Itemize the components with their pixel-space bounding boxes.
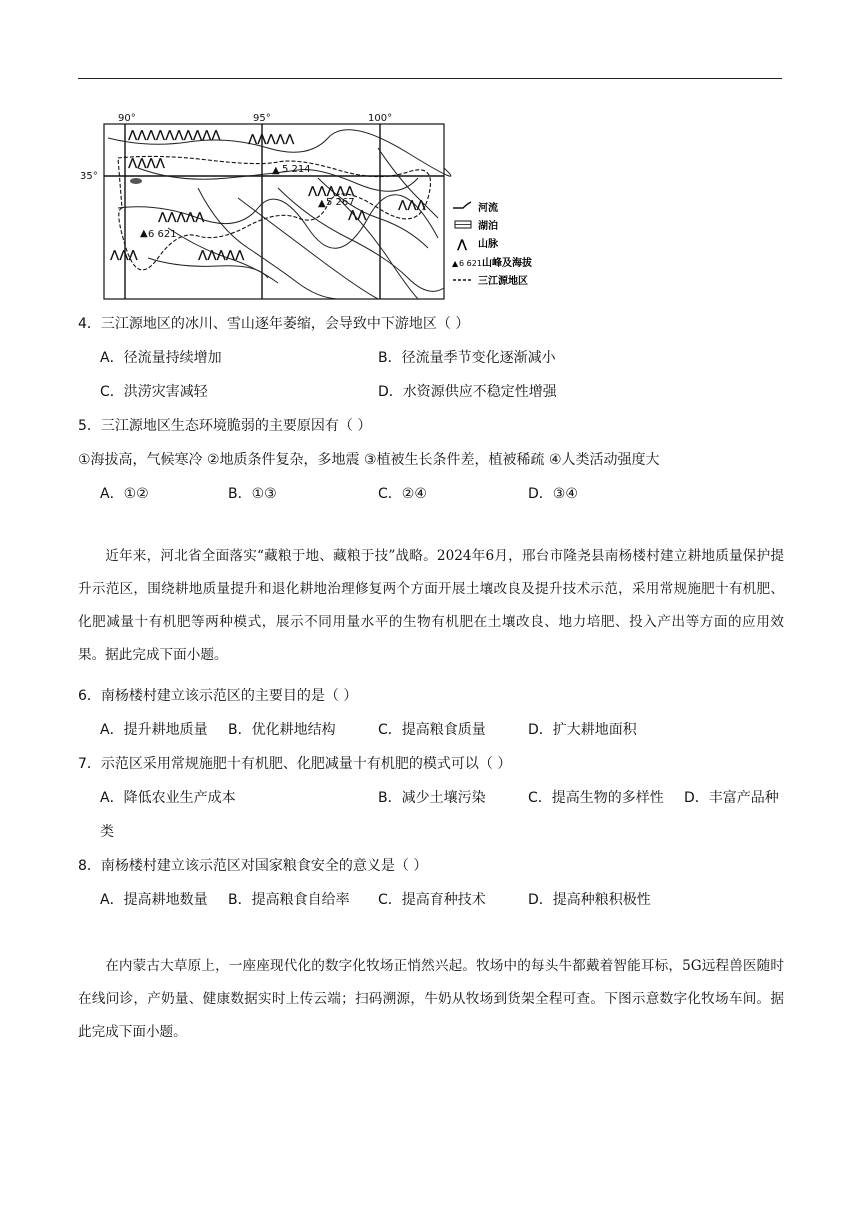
map-legend — [452, 201, 532, 287]
legend-label-peak: 山峰及海拔 — [482, 258, 532, 269]
question-5-option-d[interactable]: D．③④ — [528, 486, 578, 502]
svg-text:⋀⋀⋀⋀: ⋀⋀⋀⋀ — [128, 156, 166, 169]
question-8-stem: 8．南杨楼村建立该示范区对国家粮食安全的意义是（ ） — [78, 858, 428, 874]
svg-text:⋀⋀⋀⋀⋀: ⋀⋀⋀⋀⋀ — [308, 184, 355, 197]
question-6-option-b[interactable]: B．优化耕地结构 — [228, 722, 336, 738]
question-5-option-b[interactable]: B．①③ — [228, 486, 277, 502]
question-5-items: ①海拔高，气候寒冷 ②地质条件复杂，多地震 ③植被生长条件差，植被稀疏 ④人类活动强度大 — [78, 452, 660, 468]
question-7-option-b[interactable]: B．减少土壤污染 — [378, 790, 486, 806]
question-4-option-b[interactable]: B．径流量季节变化逐渐减小 — [378, 350, 556, 366]
passage-2-text: 在内蒙古大草原上，一座座现代化的数字化牧场正悄然兴起。牧场中的每头牛都戴着智能耳标，5G远程兽医随时在线问诊，产奶量、健康数据实时上传云端；扫码溯源，牛奶从牧场到货架全程可查。下图示意数字化牧场车间。据此完成下面小题。 — [78, 958, 784, 1040]
question-8-option-d[interactable]: D．提高种粮积极性 — [528, 892, 651, 908]
question-6-stem: 6．南杨楼村建立该示范区的主要目的是（ ） — [78, 688, 358, 704]
question-8-option-b[interactable]: B．提高粮食自给率 — [228, 892, 350, 908]
question-5-option-a[interactable]: A．①② — [100, 486, 149, 502]
question-4-option-c[interactable]: C．洪涝灾害减轻 — [100, 384, 208, 400]
svg-text:▲: ▲ — [140, 228, 148, 239]
peak-label-3: 6 621 — [148, 229, 177, 240]
svg-text:⋀⋀⋀⋀⋀⋀⋀⋀⋀⋀: ⋀⋀⋀⋀⋀⋀⋀⋀⋀⋀ — [128, 128, 221, 141]
mountain-icon: ⋀ — [457, 237, 468, 251]
question-4-option-d[interactable]: D．水资源供应不稳定性增强 — [378, 384, 557, 400]
svg-text:⋀⋀⋀: ⋀⋀⋀ — [110, 248, 138, 261]
passage-1 — [78, 540, 784, 672]
question-7-option-a[interactable]: A．降低农业生产成本 — [100, 790, 236, 806]
sanjiangyuan-map — [78, 108, 558, 300]
question-7-stem: 7．示范区采用常规施肥十有机肥、化肥减量十有机肥的模式可以（ ） — [78, 756, 512, 772]
svg-text:⋀⋀⋀: ⋀⋀⋀ — [398, 198, 426, 211]
header-rule — [78, 78, 782, 79]
question-5-option-c[interactable]: C．②④ — [378, 486, 427, 502]
question-8-option-a[interactable]: A．提高耕地数量 — [100, 892, 208, 908]
question-8-option-c[interactable]: C．提高育种技术 — [378, 892, 486, 908]
lon-label-90: 90° — [118, 113, 136, 124]
question-6-option-d[interactable]: D．扩大耕地面积 — [528, 722, 637, 738]
question-6-option-c[interactable]: C．提高粮食质量 — [378, 722, 486, 738]
question-4-option-a[interactable]: A．径流量持续增加 — [100, 350, 222, 366]
passage-1-text: 近年来，河北省全面落实“藏粮于地、藏粮于技”战略。2024年6月，邢台市隆尧县南杨楼村建立耕地质量保护提升示范区，围绕耕地质量提升和退化耕地治理修复两个方面开展土壤改良及提升技术示范，采用常规施肥十有机肥、化肥减量十有机肥等两种模式，展示不同用量水平的生物有机肥在土壤改良、地力培肥、投入产出等方面的应用效果。据此完成下面小题。 — [78, 548, 784, 663]
svg-text:⋀⋀⋀⋀⋀: ⋀⋀⋀⋀⋀ — [198, 248, 245, 261]
svg-text:⋀⋀⋀⋀⋀: ⋀⋀⋀⋀⋀ — [158, 210, 205, 223]
peak-label-1: 5 214 — [282, 164, 311, 175]
svg-text:▲: ▲ — [272, 165, 280, 176]
question-7-option-d-wrap: 类 — [100, 824, 114, 840]
peak-icon-value: 6 621 — [459, 259, 482, 268]
question-7-option-d[interactable]: D．丰富产品种 — [684, 790, 779, 806]
legend-label-river: 河流 — [478, 203, 498, 214]
question-6-option-a[interactable]: A．提升耕地质量 — [100, 722, 208, 738]
question-5-stem: 5．三江源地区生态环境脆弱的主要原因有（ ） — [78, 418, 372, 434]
lon-label-95: 95° — [253, 113, 271, 124]
svg-text:⋀⋀: ⋀⋀ — [348, 208, 367, 221]
lat-label-35: 35° — [80, 171, 98, 182]
question-7-option-c[interactable]: C．提高生物的多样性 — [528, 790, 664, 806]
svg-text:▲: ▲ — [318, 198, 326, 209]
lon-label-100: 100° — [368, 113, 393, 124]
map-frame — [104, 124, 444, 299]
question-4-stem: 4．三江源地区的冰川、雪山逐年萎缩，会导致中下游地区（ ） — [78, 316, 470, 332]
river-icon — [453, 202, 471, 208]
svg-text:⋀⋀⋀⋀⋀: ⋀⋀⋀⋀⋀ — [248, 132, 295, 145]
peak-icon: ▲ — [452, 259, 459, 268]
passage-2 — [78, 950, 784, 1049]
peak-label-2: 5 267 — [326, 197, 355, 208]
legend-label-mountain: 山脉 — [478, 239, 498, 250]
legend-label-lake: 湖泊 — [478, 221, 498, 232]
legend-label-boundary: 三江源地区 — [478, 276, 528, 287]
